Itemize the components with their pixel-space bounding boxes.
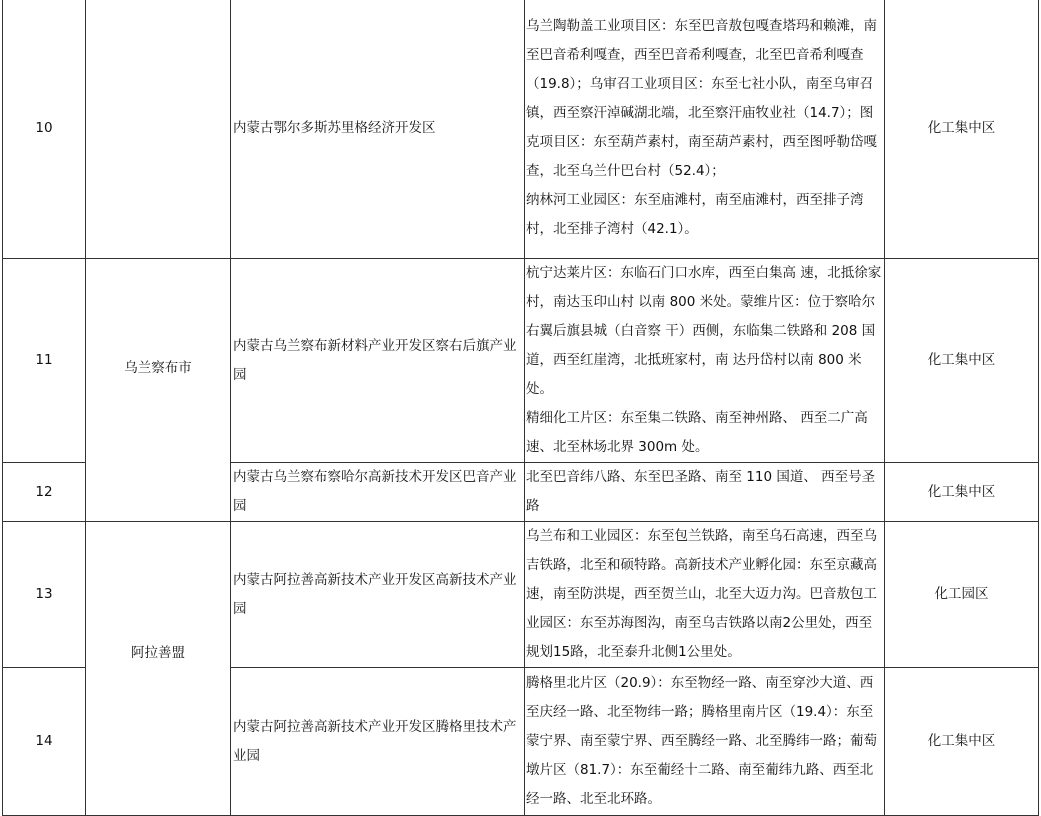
park-name: 内蒙古乌兰察布新材料产业开发区察右后旗产业园 (231, 259, 525, 463)
park-type: 化工集中区 (885, 668, 1039, 816)
table-row (3, 522, 1039, 668)
city-cell (86, 0, 231, 259)
boundary-text: 精细化工片区：东至集二铁路、南至神州路、 西至二广高速、北至林场北界 300m 处。 (526, 410, 868, 455)
boundary-cell (525, 463, 885, 522)
table-row (3, 0, 1039, 259)
boundary-text: 北至巴音纬八路、东至巴圣路、南至 110 国道、 西至号圣路 (526, 469, 876, 514)
park-table (2, 0, 1039, 816)
boundary-text: 纳林河工业园区：东至庙滩村，南至庙滩村，西至排子湾村，北至排子湾村（42.1）。 (526, 192, 864, 237)
park-name: 内蒙古阿拉善高新技术产业开发区腾格里技术产业园 (231, 668, 525, 816)
boundary-text: 杭宁达莱片区：东临石门口水库，西至白集高 速，北抵徐家村，南达玉印山村 以南 800 米处。蒙维片区：位于察哈尔右翼后旗县城（白音察 干）西侧，东临集二铁路和 208 国 道，西至红崖湾，北抵班家村，南 达丹岱村以南 800 米处。 (526, 265, 882, 397)
row-number: 13 (3, 522, 86, 668)
park-type: 化工园区 (885, 522, 1039, 668)
park-type: 化工集中区 (885, 0, 1039, 259)
park-type: 化工集中区 (885, 259, 1039, 463)
city-cell: 阿拉善盟 (86, 522, 231, 816)
boundary-cell (525, 668, 885, 816)
boundary-cell (525, 0, 885, 259)
boundary-cell (525, 522, 885, 668)
row-number: 11 (3, 259, 86, 463)
park-name: 内蒙古乌兰察布察哈尔高新技术开发区巴音产业园 (231, 463, 525, 522)
row-number: 10 (3, 0, 86, 259)
row-number: 12 (3, 463, 86, 522)
boundary-text: 乌兰陶勒盖工业项目区：东至巴音敖包嘎查塔玛和赖滩，南至巴音希利嘎查，西至巴音希利嘎查，北至巴音希利嘎查（19.8）；乌审召工业项目区：东至七社小队，南至乌审召镇，西至察汗淖碱湖北端，北至察汗庙牧业社（14.7）；图克项目区：东至葫芦素村，南至葫芦素村，西至图呼勒岱嘎查，北至乌兰什巴台村（52.4）； (526, 18, 877, 179)
park-type: 化工集中区 (885, 463, 1039, 522)
boundary-text: 腾格里北片区（20.9）：东至物经一路、南至穿沙大道、西至庆经一路、北至物纬一路；腾格里南片区（19.4）：东至蒙宁界、南至蒙宁界、西至腾经一路、北至腾纬一路；葡萄墩片区（81.7）：东至葡经十二路、南至葡纬九路、西至北经一路、北至北环路。 (526, 675, 877, 807)
boundary-cell (525, 259, 885, 463)
row-number: 14 (3, 668, 86, 816)
park-name: 内蒙古阿拉善高新技术产业开发区高新技术产业园 (231, 522, 525, 668)
table-row (3, 259, 1039, 463)
city-cell: 乌兰察布市 (86, 259, 231, 522)
park-name: 内蒙古鄂尔多斯苏里格经济开发区 (231, 0, 525, 259)
boundary-text: 乌兰布和工业园区：东至包兰铁路，南至乌石高速，西至乌吉铁路，北至和硕特路。高新技术产业孵化园：东至京藏高速，南至防洪堤，西至贺兰山，北至大迈力沟。巴音敖包工业园区：东至苏海图沟，南至乌吉铁路以南2公里处，西至规划15路，北至泰升北侧1公里处。 (526, 528, 877, 660)
